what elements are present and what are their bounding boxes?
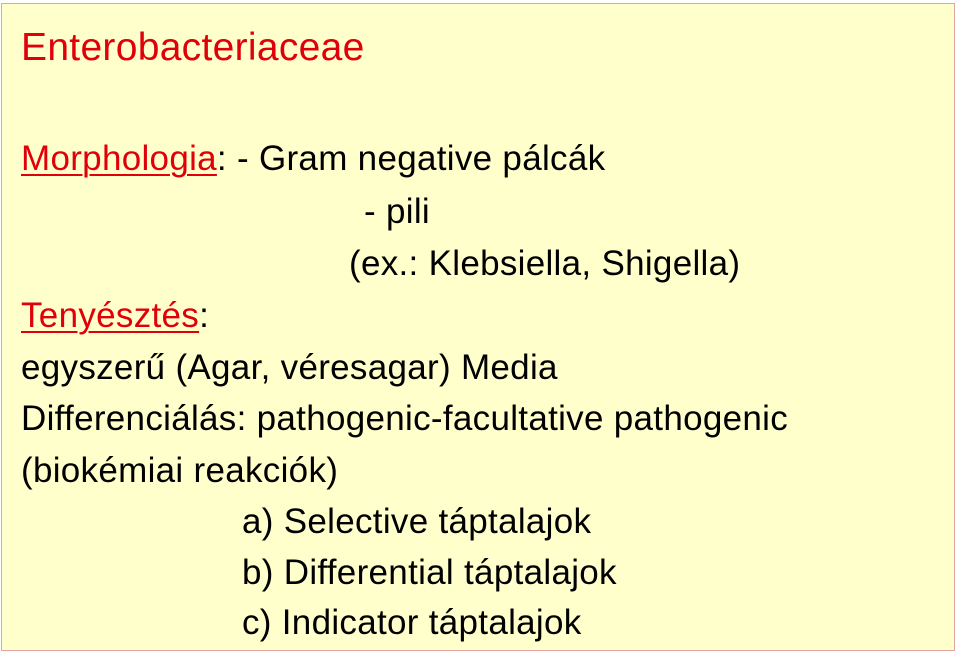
slide-title: Enterobacteriaceae bbox=[21, 26, 365, 69]
morphology-line bbox=[21, 139, 605, 179]
culture-label: Tenyésztés bbox=[21, 296, 200, 335]
list-item-differential: b) Differential táptalajok bbox=[242, 553, 617, 592]
morphology-examples: (ex.: Klebsiella, Shigella) bbox=[349, 244, 741, 283]
culture-media: egyszerű (Agar, véresagar) Media bbox=[21, 348, 558, 387]
culture-colon: : bbox=[199, 296, 210, 335]
culture-line bbox=[21, 296, 209, 336]
morphology-label: Morphologia bbox=[21, 139, 217, 178]
differentiation-line: Differenciálás: pathogenic-facultative pathogenic bbox=[21, 399, 789, 438]
slide bbox=[1, 3, 955, 651]
list-item-indicator: c) Indicator táptalajok bbox=[242, 603, 582, 642]
list-item-selective: a) Selective táptalajok bbox=[242, 502, 592, 541]
morphology-colon: : bbox=[216, 139, 227, 178]
morphology-pili: - pili bbox=[364, 192, 430, 231]
morphology-gram-text: - Gram negative pálcák bbox=[226, 139, 606, 178]
differentiation-biochem: (biokémiai reakciók) bbox=[21, 451, 339, 490]
